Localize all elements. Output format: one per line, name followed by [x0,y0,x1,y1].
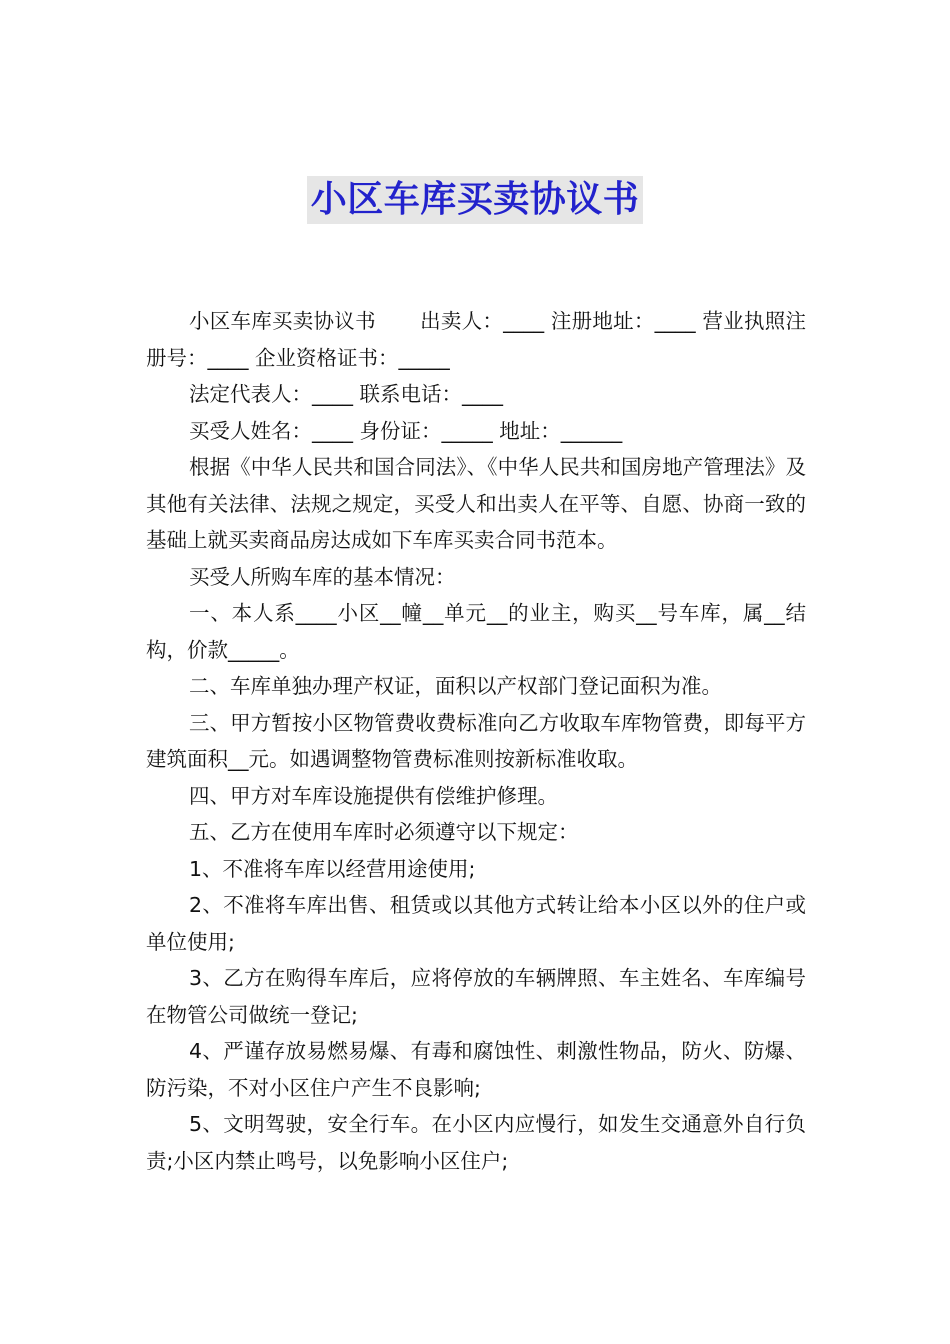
paragraph: 三、甲方暂按小区物管费收费标准向乙方收取车库物管费，即每平方建筑面积__元。如遇调整物管费标准则按新标准收取。 [146,710,806,771]
paragraph: 买受人姓名：____ 身份证：_____ 地址：______ [189,418,623,443]
paragraph: 法定代表人：____ 联系电话：____ [189,382,504,406]
list-item: 3、乙方在购得车库后，应将停放的车辆牌照、车主姓名、车库编号在物管公司做统一登记; [146,966,806,1027]
list-item: 4、严谨存放易燃易爆、有毒和腐蚀性、刺激性物品，防火、防爆、防污染，不对小区住户产生不良影响; [146,1039,806,1100]
document-title: 小区车库买卖协议书 [307,176,644,224]
header-paragraph [146,303,806,376]
paragraph: 四、甲方对车库设施提供有偿维护修理。 [189,783,558,808]
paragraph: 一、本人系____小区__幢__单元__的业主，购买__号车库，属__结构，价款_____。 [146,601,806,662]
document-body [146,303,806,1179]
list-item: 5、文明驾驶，安全行车。在小区内应慢行，如发生交通意外自行负责;小区内禁止鸣号，以免影响小区住户; [146,1112,806,1173]
paragraph: 二、车库单独办理产权证，面积以产权部门登记面积为准。 [189,674,722,698]
header-doc-name: 小区车库买卖协议书 [189,309,376,333]
list-item: 1、不准将车库以经营用途使用; [189,856,476,881]
title-container [0,176,950,224]
paragraph: 根据《中华人民共和国合同法》、《中华人民共和国房地产管理法》及其他有关法律、法规之规定，买受人和出卖人在平等、自愿、协商一致的基础上就买卖商品房达成如下车库买卖合同书范本。 [146,455,806,552]
paragraph: 买受人所购车库的基本情况： [189,564,456,589]
header-seller-info: 出卖人：____ 注册地址：____ 营业执照注册号：____ 企业资格证书：_____ [146,309,806,370]
paragraph: 五、乙方在使用车库时必须遵守以下规定： [189,820,579,844]
list-item: 2、不准将车库出售、租赁或以其他方式转让给本小区以外的住户或单位使用; [146,893,806,954]
